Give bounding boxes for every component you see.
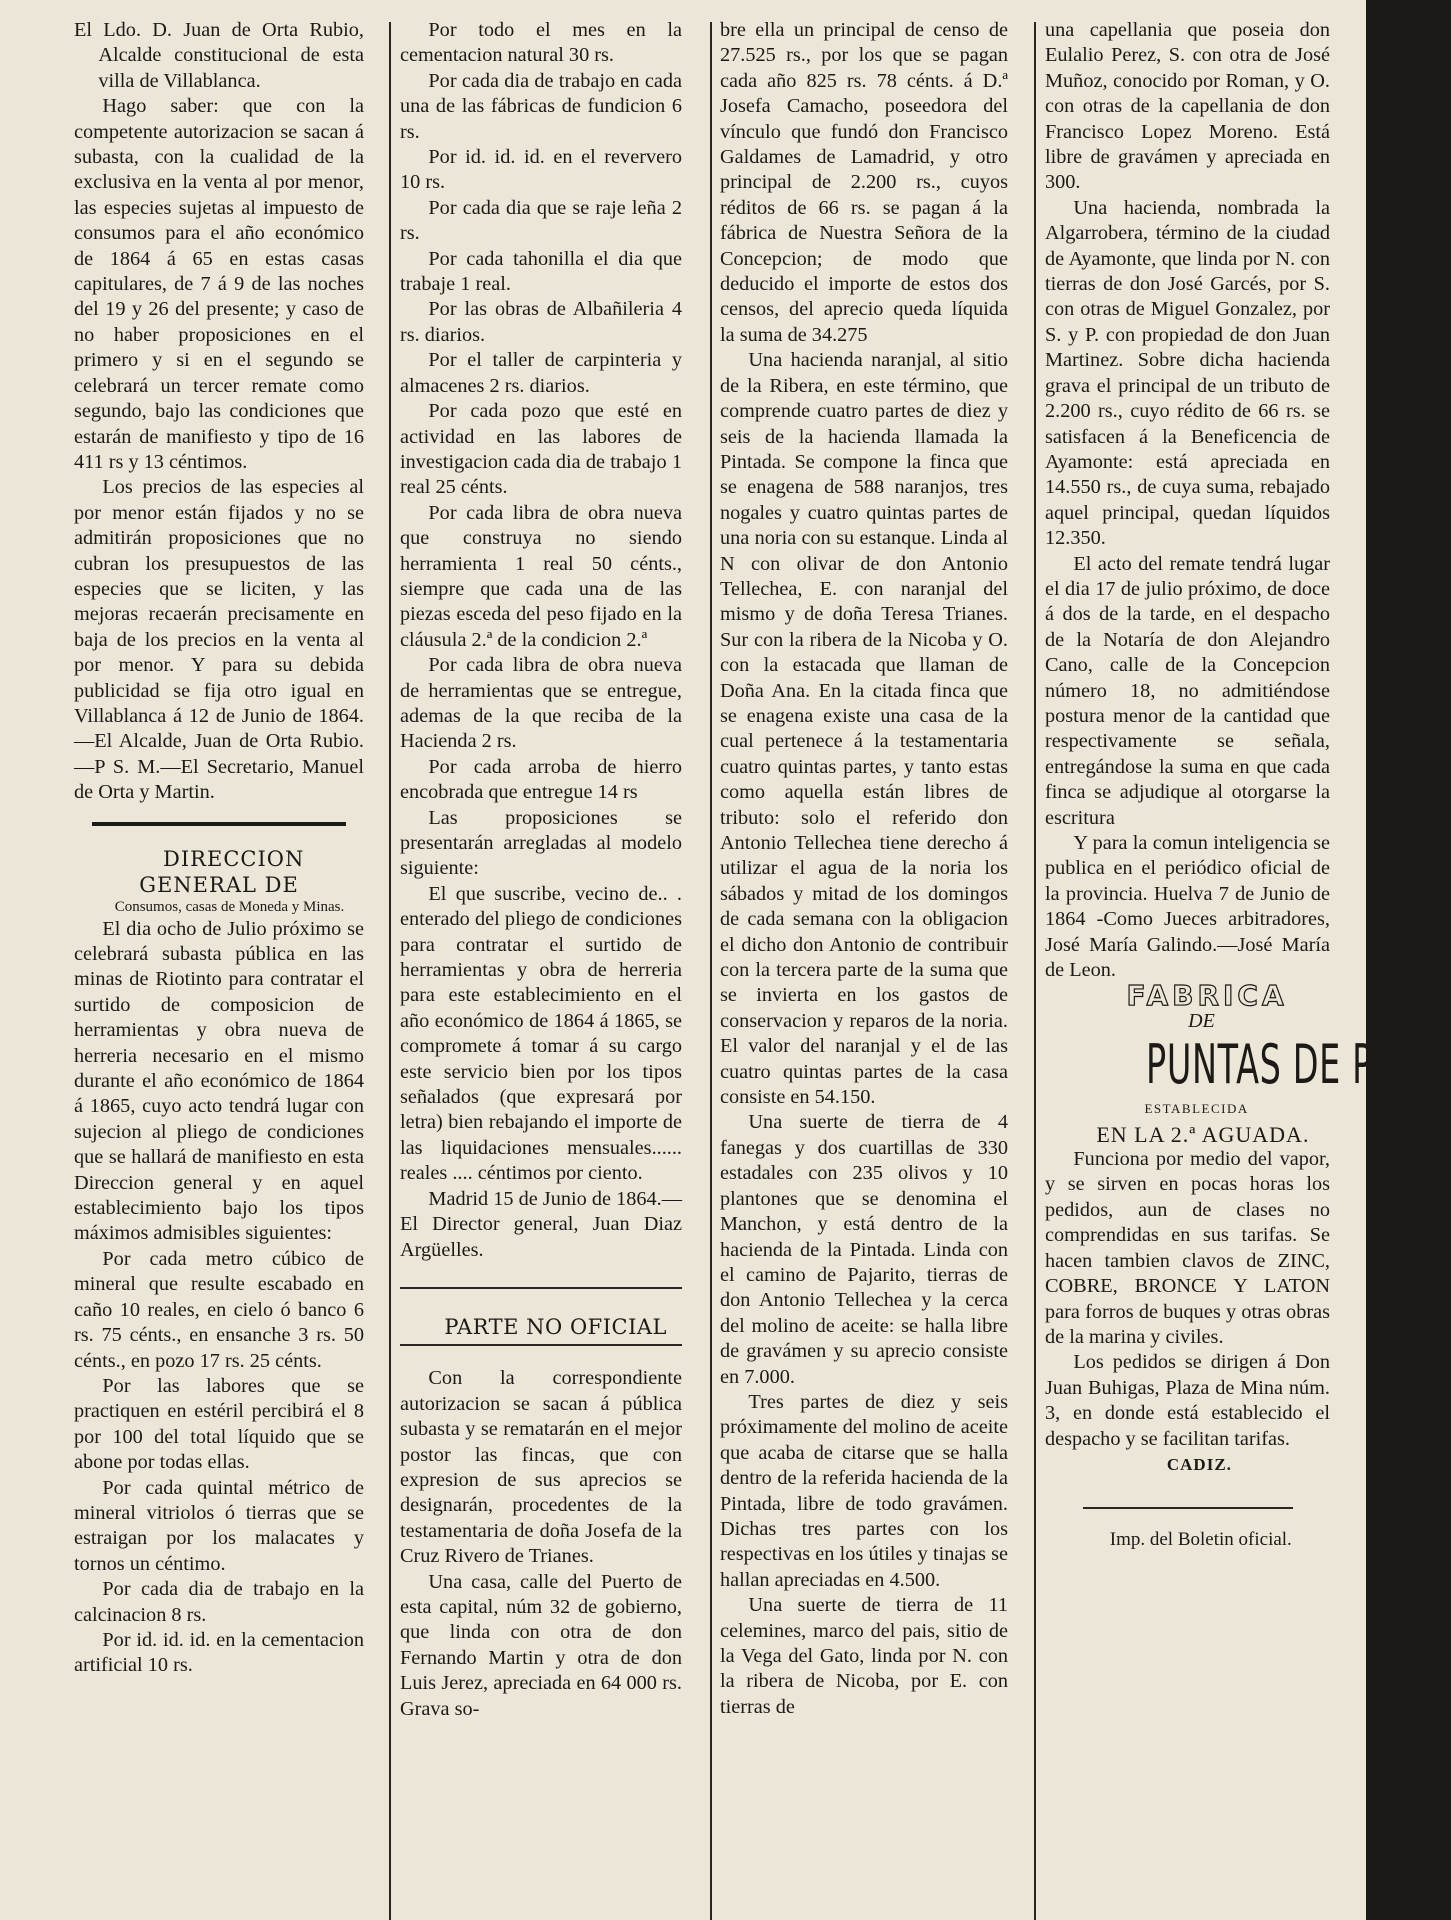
paragraph: Por cada arroba de hierro encobrada que entregue 14 rs <box>400 755 682 804</box>
paragraph: Por cada pozo que esté en actividad en las labores de investigacion cada dia de trabajo 1 real 25 cénts. <box>400 400 682 499</box>
section-divider <box>1083 1507 1293 1509</box>
column-2 <box>400 18 682 1910</box>
paragraph: Las proposiciones se presentarán arregladas al modelo siguiente: <box>400 806 682 880</box>
section-divider <box>400 1344 682 1346</box>
column-rule <box>1034 22 1036 1920</box>
section-divider <box>400 1287 682 1289</box>
ad-paragraph: Funciona por medio del vapor, y se sirven en pocas horas los pedidos, aun de clases no comprendidas en sus tarifas. Se hacen tambien clavos de ZINC, COBRE, BRONCE Y LATON para forros de buques y otras obras de la marina y civiles. <box>1045 1148 1330 1348</box>
paragraph: Con la correspondiente autorizacion se sacan á pública subasta y se rematarán en el mejor postor las fincas, que con expresion de sus aprecios se designarán, procedentes de la testamentaria de doña Josefa de la Cruz Rivero de Trianes. <box>400 1367 682 1568</box>
ad-establecida: ESTABLECIDA <box>1144 1101 1249 1117</box>
paragraph: una capellania que poseia don Eulalio Perez, S. con otra de José Muñoz, conocido por Roman, y O. con otras de la capellania de don Francisco Lopez Moreno. Está libre de gravámen y apreciada en 300. <box>1045 19 1330 194</box>
section-divider <box>92 822 346 826</box>
paragraph: Por cada quintal métrico de mineral vitriolos ó tierras que se estraigan por los malacates y tornos un céntimo. <box>74 1476 364 1575</box>
paragraph: Una hacienda naranjal, al sitio de la Ribera, en este término, que comprende cuatro partes de diez y seis de la hacienda llamada la Pintada. Se compone la finca que se enagena de 588 naranjos, tres nogales y cuatro quintas partes de una noria con su estanque. Linda al N con olivar de don Antonio Tellechea, E. con naranjal del mismo y de doña Teresa Trianes. Sur con la ribera de la Nicoba y O. con la estacada que llaman de Doña Ana. En la citada finca que se enagena existe una casa de la cual pertenece á la testamentaria cuatro quintas partes, y tanto estas como aquella están libres de tributo: solo el referido don Antonio Tellechea tiene derecho á utilizar el agua de la noria los sábados y mitad de los domingos de cada semana con la obligacion el dicho don Antonio de contribuir con la tercera parte de la suma que se invierta en los gastos de conservacion y reparos de la noria. El valor del naranjal y el de las cuatro quintas partes de la casa consiste en 54.150. <box>720 349 1008 1109</box>
ad-paragraph: Los pedidos se dirigen á Don Juan Buhigas, Plaza de Mina núm. 3, en donde está establecido el despacho y se facilitan tarifas. <box>1045 1351 1330 1450</box>
paragraph: Una hacienda, nombrada la Algarrobera, término de la ciudad de Ayamonte, que linda por N. con tierras de don José Garcés, por S. con otras de Miguel Gonzalez, por S. y P. con propiedad de don Juan Martinez. Sobre dicha hacienda grava el principal de un tributo de 2.200 rs., cuyo rédito de 66 rs. se satisfacen á la Beneficencia de Ayamonte: está apreciada en 14.550 rs., de cuya suma, rebajado aquel principal, quedan líquidos 12.350. <box>1045 196 1330 550</box>
column-4 <box>1045 18 1451 1910</box>
paragraph: Por las obras de Albañileria 4 rs. diarios. <box>400 298 682 346</box>
paragraph: Por cada tahonilla el dia que trabaje 1 real. <box>400 247 682 296</box>
paragraph: El acto del remate tendrá lugar el dia 17 de julio próximo, de doce á dos de la tarde, en el despacho de la Notaría de don Alejandro Cano, calle de la Concepcion número 18, no admitiéndose postura menor de la cantidad que respectivamente se señala, entregándose la suma en que cada finca se adjudique al otorgarse la escritura <box>1045 552 1330 829</box>
paragraph: Los precios de las especies al por menor están fijados y no se admitirán proposiciones que no cubran los presupuestos de las especies que se liciten, y las mejoras recaerán precisamente en baja de los precios en la venta al por menor. Y para su debida publicidad se fija otro igual en Villablanca á 12 de Junio de 1864.—El Alcalde, Juan de Orta Rubio.—P S. M.—El Secretario, Manuel de Orta y Martin. <box>74 476 364 804</box>
ad-title: PUNTAS DE PARIS <box>1146 1033 1451 1097</box>
printer-imprint: Imp. del Boletin oficial. <box>1109 1529 1292 1551</box>
paragraph: El que suscribe, vecino de.. . enterado del pliego de condiciones para contratar el surtido de herramientas y obra de herreria para este establecimiento en el año económico de 1864 á 1865, se compromete á tomar á su cargo este servicio bien por los tipos señalados (que expresará por letra) bien rebajando el importe de las liquidaciones mensuales...... reales .... céntimos por ciento. <box>400 882 682 1185</box>
paragraph: Una casa, calle del Puerto de esta capital, núm 32 de gobierno, que linda con otra de don Fernando Martin y otra de don Luis Jerez, apreciada en 64 000 rs. Grava so- <box>400 1570 682 1720</box>
edict-heading: El Ldo. D. Juan de Orta Rubio, Alcalde constitucional de esta villa de Villablanca. <box>74 19 364 92</box>
section-heading: PARTE NO OFICIAL <box>444 1314 668 1339</box>
paragraph: Por las labores que se practiquen en estéril percibirá el 8 por 100 del total líquido que se abone por todas ellas. <box>74 1374 364 1474</box>
column-rule <box>389 22 391 1920</box>
ad-city: CADIZ. <box>1166 1454 1232 1474</box>
paragraph: Por id. id. id. en el reververo 10 rs. <box>400 146 682 194</box>
section-heading: DIRECCION GENERAL DE <box>139 846 305 897</box>
paragraph: Y para la comun inteligencia se publica en el periódico oficial de la provincia. Huelva 7 de Junio de 1864 -Como Jueces arbitradores, José María Galindo.—José María de Leon. <box>1045 832 1330 982</box>
signature-paragraph: Madrid 15 de Junio de 1864.—El Director general, Juan Diaz Argüelles. <box>400 1187 682 1261</box>
ad-location: EN LA 2.ª AGUADA. <box>1096 1121 1310 1147</box>
paragraph: Una suerte de tierra de 4 fanegas y dos cuartillas de 330 estadales con 235 olivos y 10 plantones que se denomina el Manchon, y está dentro de la hacienda de la Pintada. Linda con el camino de Pajarito, tierras de don Antonio Tellechea y la cerca del molino de aceite: se halla libre de gravámen y su aprecio consiste en 7.000. <box>720 1111 1008 1388</box>
paragraph: bre ella un principal de censo de 27.525 rs., por los que se pagan cada año 825 rs. 78 cénts. á D.ª Josefa Camacho, poseedora del vínculo que fundó don Francisco Galdames de Lamadrid, y otro principal de 2.200 rs., cuyos réditos de 66 rs. se pagan á la fábrica de Nuestra Señora de la Concepcion; de modo que deducido el importe de estos dos censos, del aprecio queda líquida la suma de 34.275 <box>720 19 1008 346</box>
paragraph: Por cada dia de trabajo en la calcinacion 8 rs. <box>74 1578 364 1626</box>
paragraph: Por cada libra de obra nueva de herramientas que se entregue, ademas de la que reciba de la Hacienda 2 rs. <box>400 654 682 753</box>
ad-de: DE <box>1188 1009 1215 1032</box>
paragraph: Hago saber: que con la competente autorizacion se sacan á subasta, con la cualidad de la exclusiva en la venta al por menor, las especies sujetas al impuesto de consumos para el año económico de 1864 á 65 en estas casas capitulares, de 7 á 9 de las noches del 19 y 26 del presente; y caso de no haber proposiciones en el primero y si en el segundo se celebrará un tercer remate como segundo, bajo las condiciones que estarán de manifiesto y tipo de 16 411 rs y 13 céntimos. <box>74 95 364 473</box>
paragraph: Por id. id. id. en la cementacion artificial 10 rs. <box>74 1628 364 1677</box>
paragraph: Por el taller de carpinteria y almacenes 2 rs. diarios. <box>400 349 682 397</box>
section-subheading: Consumos, casas de Moneda y Minas. <box>114 898 345 915</box>
column-3 <box>720 18 1008 1910</box>
paragraph: Por cada dia que se raje leña 2 rs. <box>400 196 682 245</box>
paragraph: Por cada metro cúbico de mineral que resulte escabado en caño 10 reales, en cielo ó banco 6 rs. 75 cénts., en ensanche 3 rs. 50 cénts., en pozo 17 rs. 25 cénts. <box>74 1247 364 1372</box>
paragraph: Tres partes de diez y seis próximamente del molino de aceite que acaba de citarse que se halla dentro de la referida hacienda de la Pintada, libre de todo gravámen. Dichas tres partes con los respectivas en los útiles y tinajas se hallan apreciadas en 4.500. <box>720 1390 1008 1591</box>
paragraph: El dia ocho de Julio próximo se celebrará subasta pública en las minas de Riotinto para contratar el surtido de composicion de herramientas y obra nueva de herreria necesario en el mismo durante el año económico de 1864 á 1865, cuyo acto tendrá lugar con sujecion al pliego de condiciones que se hallará de manifiesto en esta Direccion general y en aquel establecimiento bajo los tipos máximos admisibles siguientes: <box>74 917 364 1245</box>
column-rule <box>710 22 712 1920</box>
column-1 <box>74 18 364 1910</box>
paragraph: Una suerte de tierra de 11 celemines, marco del pais, sitio de la Vega del Gato, linda por N. con la ribera de Nicoba, por E. con tierras de <box>720 1594 1008 1718</box>
ad-fabrica-heading: FABRICA <box>1126 979 1288 1013</box>
paragraph: Por todo el mes en la cementacion natural 30 rs. <box>400 19 682 67</box>
paragraph: Por cada libra de obra nueva que construya no siendo herramienta 1 real 50 cénts., siempre que cada una de las piezas esceda del peso fijado en la cláusula 2.ª de la condicion 2.ª <box>400 501 682 651</box>
paragraph: Por cada dia de trabajo en cada una de las fábricas de fundicion 6 rs. <box>400 69 682 143</box>
advertisement <box>1045 979 1451 1477</box>
